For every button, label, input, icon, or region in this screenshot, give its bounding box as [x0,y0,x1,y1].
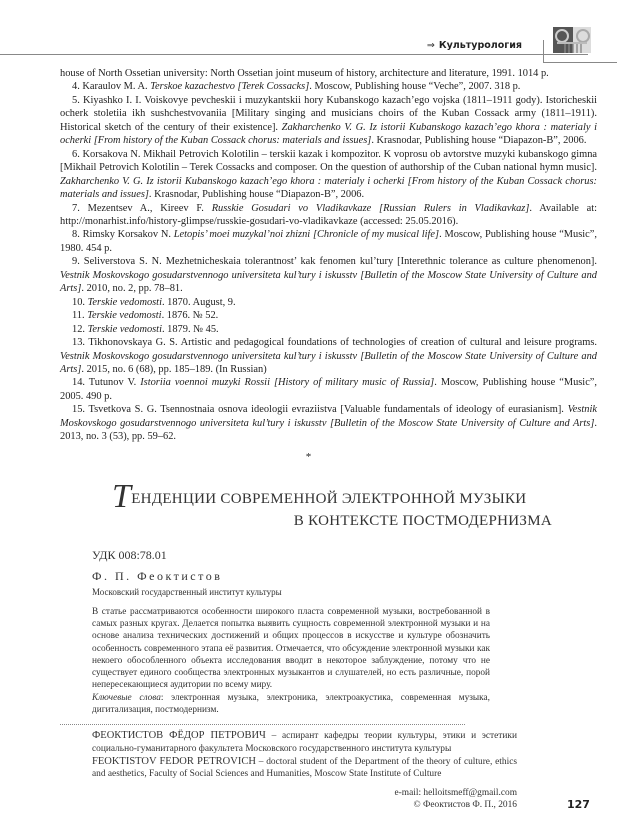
reference-details: . 2010, no. 2, pp. 78–81. [81,283,183,295]
reference-list [60,67,597,444]
reference-text: 4. Karaulov M. A. [72,81,151,93]
reference-title: Vestnik Moskovskogo gosudarstvennogo universiteta kul’tury i iskusstv [Bulletin of the Moscow State University of Culture and Arts] [60,269,597,295]
reference-title: Vestnik Moskovskogo gosudarstvennogo universiteta kul’tury i iskusstv [Bulletin of the Moscow State University of Culture and Arts] [60,350,597,375]
reference-text: 11. [72,310,88,322]
reference-details: . 2013, no. 3 (53), pp. 59–62. [60,417,597,443]
reference-text: 8. Rimsky Korsakov N. [72,229,174,241]
section-separator: * [305,450,312,463]
keywords-label: Ключевые слова [92,692,161,703]
reference-item [60,94,597,148]
reference-title: Russkie Gosudari vo Vladikavkaze [Russian Rulers in Vladikavkaz] [211,202,530,214]
bio-ru-name: ФЕОКТИСТОВ ФЁДОР ПЕТРОВИЧ [92,730,266,742]
reference-text: 7. Mezentsev A., Kireev F. [72,202,212,214]
reference-text: 14. Tutunov V. [72,377,141,389]
reference-details: . 1876. № 52. [161,310,219,322]
reference-item [60,403,597,443]
section-title: Культурология [438,40,522,51]
reference-item [60,67,597,80]
reference-title: Terskie vedomosti [87,296,162,308]
title-line-1: ЕНДЕНЦИИ СОВРЕМЕННОЙ ЭЛЕКТРОННОЙ МУЗЫКИ [131,490,527,507]
udk-code: УДК 008:78.01 [92,547,167,562]
bio-en [92,756,517,781]
reference-title: Terskie vedomosti [87,310,162,322]
title-line-2: В КОНТЕКСТЕ ПОСТМОДЕРНИЗМА [293,512,552,529]
abstract-text: В статье рассматриваются особенности широкого пласта современной музыки, востребованной в самых разных кругах. Делается попытка выявить сущность современной электронной музыки и на основе анализа технических достижений и общих процессов в искусстве и культуре обозначить особенность современного этапа её развития. Отмечается, что обсуждение электронной музыки как некоего обособленного объекта исследования вводит в некоторое заблуждение, потому что не существует единого сообщества электронных музыкантов и слушателей, но есть различные, порой непересекающиеся аудитории по всему миру. [92,606,490,691]
author-bio [92,730,517,780]
reference-details: . Krasnodar, Publishing house “Diapazon-B”, 2006. [371,135,587,147]
dotted-divider [60,724,465,725]
reference-details: . Moscow, Publishing house “Music”, 1980. 454 p. [60,229,597,254]
reference-title: Letopis’ moei muzykal’noi zhizni [Chronicle of my musical life] [173,229,440,241]
reference-text: 5. Kiyashko I. I. Voiskovye pevcheskii i muzykantskii hory Kubanskogo kazach’ego vojska (1811–1911 gody). Istoricheskii ocherk stoletiia ikh sushchestvovaniia [Military singing and musicians choirs of the Kuban Cossack army (1811–1911). Historical sketch of the century of their existence]. [60,94,597,133]
reference-details: . Krasnodar, Publishing house “Diapazon-B”, 2006. [148,189,365,201]
title-initial: Т [112,477,132,515]
reference-details: . 1870. August, 9. [161,296,236,308]
contact-block [92,787,517,812]
reference-item [60,228,597,255]
reference-text: 12. [72,323,88,335]
reference-item [60,80,597,93]
reference-text: 15. Tsvetkova S. G. Tsennostnaia osnova ideologii evraziistva [Valuable fundamentals of ideology of eurasianism]. [72,404,568,416]
reference-text: 9. Seliverstova S. N. Mezhetnicheskaia tolerantnost’ kak fenomen kul’tury [Interethnic tolerance as culture phenomenon]. [72,256,597,268]
reference-item [60,255,597,295]
reference-title: Istoriia voennoi muzyki Rossii [History of military music of Russia] [140,377,435,389]
reference-text: house of North Ossetian university: North Ossetian joint museum of history, architecture and literature, 1991. 1014 p. [60,68,549,79]
reference-title: Zakharchenko V. G. Iz istorii Kubanskogo kazach’ego khora : materialy i ocherki [From history of the Kuban Cossack chorus: materials and issues] [60,175,597,201]
author-name: Ф. П. Феоктистов [92,568,223,583]
page-number: 127 [567,798,590,812]
reference-title: Terskie vedomosti [87,323,162,335]
reference-details: . Moscow, Publishing house “Veche”, 2007. 318 p. [309,81,521,93]
reference-details: . 2015, no. 6 (68), pp. 185–189. (In Russian) [81,363,267,375]
arrow-icon: ⇒ [426,40,435,51]
bio-en-name: FEOKTISTOV FEDOR PETROVICH [92,755,256,767]
reference-text: 10. [72,296,88,308]
contact-row [92,787,590,812]
reference-details: . Moscow, Publishing house “Music”, 2005. 490 p. [60,377,598,402]
reference-title: Zakharchenko V. G. Iz istorii Kubanskogo kazach’ego khora : materialy i ocherki [From history of the Kuban Cossack chorus: materials and issues] [60,121,597,147]
reference-details: . Available at: http://monarhist.info/history-glimpse/russkie-gosudari-vo-vladikavkaze (accessed: 25.05.2016). [60,202,597,227]
reference-item [60,296,597,309]
reference-details: . 1879. № 45. [161,323,219,335]
bio-en-text: – doctoral student of the Department of the theory of culture, ethics and aesthetics, Faculty of Social Sciences and Humanities, Moscow State Institute of Culture [92,756,518,780]
reference-text: 13. Tikhonovskaya G. S. Artistic and pedagogical foundations of technologies of creation of cultural and leisure programs. [72,337,597,349]
article-title [112,477,552,532]
author-institution: Московский государственный институт культуры [92,586,282,597]
copyright: © Феоктистов Ф. П., 2016 [413,799,517,810]
reference-item [60,202,597,229]
keywords [92,692,490,717]
abstract [92,606,490,717]
author-email: e-mail: helloitsmeff@gmail.com [394,787,517,798]
reference-item [60,309,597,322]
reference-text: 6. Korsakova N. Mikhail Petrovich Kolotilin – terskii kazak i kompozitor. K voprosu ob avtorstve muzyki kubanskogo gimna [Mikhail Petrovich Kolotilin – Terek Cossacks and composer. On the question of authorship of the Cuban national hymn music]. [60,148,597,174]
keywords-text: : электронная музыка, электроника, электроакустика, современная музыка, дигитализация, постмодернизм. [92,692,490,716]
bio-ru-text: – аспирант кафедры теории культуры, этики и эстетики социально-гуманитарного факультета Московского государственного института культуры [92,731,517,754]
reference-title: Terskoe kazachestvo [Terek Cossacks] [150,81,310,93]
reference-title: Vestnik Moskovskogo gosudarstvennogo universiteta kul’tury i iskusstv [Bulletin of the Moscow State University of Culture and Arts] [60,404,597,429]
reference-item [60,336,597,376]
bio-ru [92,730,517,755]
reference-item [60,323,597,336]
reference-item [60,376,597,403]
reference-item [60,148,597,202]
